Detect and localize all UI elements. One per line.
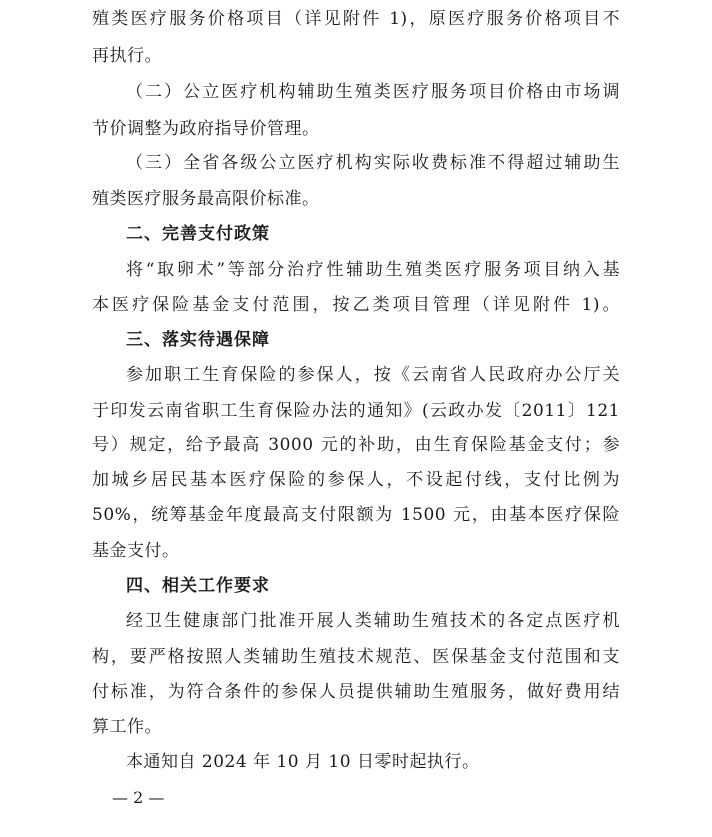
body-line: 殖类医疗服务价格项目（详见附件 1)，原医疗服务价格项目不 (92, 9, 620, 29)
body-line: 算工作。 (92, 717, 162, 737)
clause-line: （三）全省各级公立医疗机构实际收费标准不得超过辅助生 (126, 153, 620, 173)
body-line: 基金支付。 (92, 541, 180, 561)
body-line: 付标准，为符合条件的参保人员提供辅助生殖服务，做好费用结 (92, 682, 620, 702)
page-number: — 2 — (112, 788, 165, 807)
body-line: 经卫生健康部门批准开展人类辅助生殖技术的各定点医疗机 (126, 611, 620, 631)
body-line: 50%，统筹基金年度最高支付限额为 1500 元，由基本医疗保险 (92, 505, 620, 525)
body-line: 加城乡居民基本医疗保险的参保人，不设起付线，支付比例为 (92, 470, 620, 490)
body-line: 再执行。 (92, 46, 162, 66)
body-line: 于印发云南省职工生育保险办法的通知》(云政办发〔2011〕121 (92, 401, 620, 421)
body-line: 将“取卵术”等部分治疗性辅助生殖类医疗服务项目纳入基 (126, 260, 620, 280)
body-line: 构，要严格按照人类辅助生殖技术规范、医保基金支付范围和支 (92, 647, 620, 667)
body-line: 参加职工生育保险的参保人，按《云南省人民政府办公厅关 (126, 365, 620, 385)
section-heading: 四、相关工作要求 (126, 576, 270, 596)
body-line: 本医疗保险基金支付范围，按乙类项目管理（详见附件 1)。 (92, 295, 620, 315)
section-heading: 二、完善支付政策 (126, 224, 270, 244)
body-line: 号）规定，给予最高 3000 元的补助，由生育保险基金支付；参 (92, 435, 620, 455)
body-line: 殖类医疗服务最高限价标准。 (92, 189, 320, 209)
body-line: 节价调整为政府指导价管理。 (92, 119, 320, 139)
section-heading: 三、落实待遇保障 (126, 330, 270, 350)
clause-line: （二）公立医疗机构辅助生殖类医疗服务项目价格由市场调 (126, 82, 620, 102)
closing-line: 本通知自 2024 年 10 月 10 日零时起执行。 (126, 752, 480, 772)
